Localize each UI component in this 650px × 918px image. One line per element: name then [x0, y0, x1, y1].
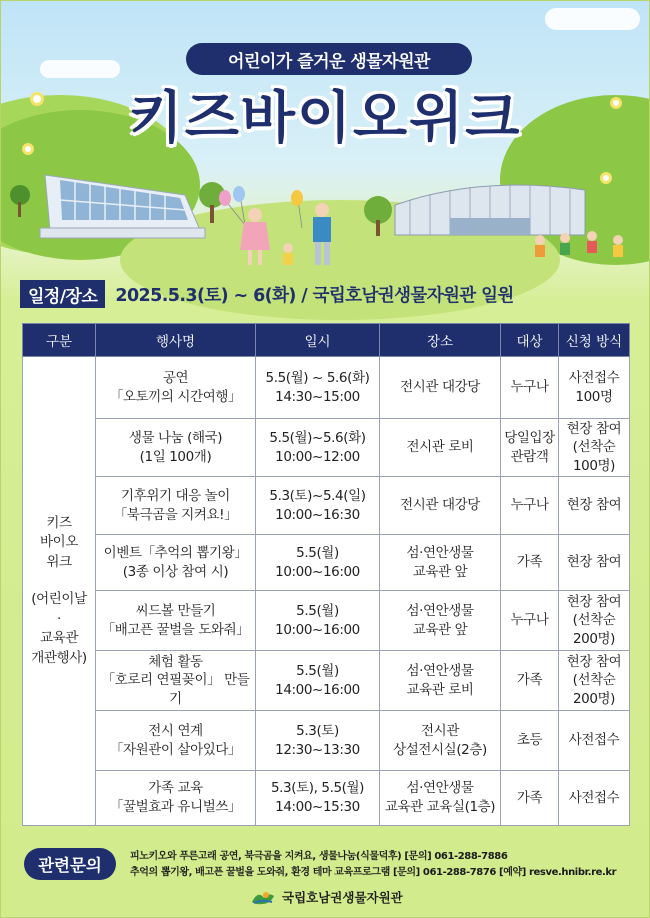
table-row: [23, 535, 630, 591]
place-cell: [380, 711, 501, 771]
cell-line: 사전접수: [568, 732, 620, 749]
contact-label: 관련문의: [24, 848, 116, 880]
target-cell: [501, 419, 559, 477]
flower-icon: [30, 92, 44, 106]
cell-line: ·: [57, 610, 61, 627]
event-name-cell: [96, 591, 256, 651]
cell-line: 가족 교육: [148, 780, 203, 797]
cell-line: 가족: [516, 554, 543, 571]
cell-line: 200명): [572, 630, 616, 647]
datetime-cell: [256, 357, 380, 419]
place-cell: [380, 535, 501, 591]
apply-cell: [559, 591, 630, 651]
cell-line: 현장 참여: [566, 593, 622, 610]
table-row: [23, 357, 630, 419]
cell-line: 상설전시실(2층): [393, 741, 487, 758]
cell-line: 5.5(월) ~ 5.6(화): [265, 369, 370, 386]
datetime-cell: [256, 419, 380, 477]
scene-illustration: [0, 150, 650, 275]
apply-cell: [559, 535, 630, 591]
cell-line: 5.5(월): [296, 602, 339, 619]
event-name-cell: [96, 711, 256, 771]
datetime-cell: [256, 771, 380, 826]
cell-line: 5.5(월): [296, 544, 339, 561]
cell-line: (선착순: [572, 612, 616, 629]
cell-line: 14:00~15:30: [275, 799, 360, 815]
flower-icon: [610, 97, 622, 109]
main-title: 키즈바이오위크: [128, 86, 522, 151]
table-row: [23, 711, 630, 771]
cell-line: 현장 참여: [566, 420, 622, 437]
cell-line: (어린이날: [31, 591, 87, 608]
cell-line: 5.3(토): [296, 722, 339, 739]
cell-line: 「자원관이 살아있다」: [109, 741, 242, 758]
cell-line: 누구나: [510, 497, 549, 514]
cell-line: 위크: [46, 553, 72, 570]
header-target: 대상: [501, 324, 559, 357]
family-icon: [240, 203, 331, 265]
place-cell: [380, 591, 501, 651]
event-name-cell: [96, 419, 256, 477]
target-cell: [501, 651, 559, 711]
datetime-cell: [256, 535, 380, 591]
cell-line: 이벤트「추억의 뽑기왕」: [103, 544, 248, 561]
event-name-cell: [96, 651, 256, 711]
cell-line: 「오토끼의 시간여행」: [109, 388, 242, 405]
cell-line: 5.5(월)~5.6(화): [269, 429, 366, 446]
event-name-cell: [96, 357, 256, 419]
cell-line: 전시관 로비: [406, 439, 474, 456]
cell-line: [23, 572, 95, 590]
place-cell: [380, 771, 501, 826]
cell-line: 씨드볼 만들기: [135, 602, 216, 619]
target-cell: [501, 477, 559, 535]
cell-line: (1일 100개): [139, 448, 212, 465]
place-cell: [380, 477, 501, 535]
datetime-cell: [256, 651, 380, 711]
cell-line: 14:00~16:00: [275, 681, 360, 698]
datetime-cell: [256, 591, 380, 651]
cell-line: 사전접수: [568, 369, 620, 386]
target-cell: [501, 771, 559, 826]
datetime-cell: [256, 477, 380, 535]
category-cell: [23, 357, 96, 826]
cell-line: 당일입장: [504, 429, 555, 446]
cell-line: 섬·연안생물: [406, 780, 474, 797]
cell-line: 개관행사): [31, 649, 87, 666]
header-datetime: 일시: [256, 324, 380, 357]
cell-line: 「북극곰을 지켜요!」: [113, 506, 238, 523]
cell-line: 사전접수: [568, 789, 620, 806]
apply-cell: [559, 419, 630, 477]
event-name-cell: [96, 477, 256, 535]
target-cell: [501, 357, 559, 419]
right-building-icon: [395, 185, 585, 235]
cell-line: 12:30~13:30: [275, 741, 360, 758]
cell-line: 누구나: [510, 612, 549, 629]
cell-line: 현장 참여: [566, 554, 622, 571]
cell-line: 10:00~12:00: [275, 448, 360, 465]
cell-line: 초등: [516, 732, 543, 749]
cell-line: 14:30~15:00: [275, 388, 360, 405]
target-cell: [501, 711, 559, 771]
cell-line: 교육관 로비: [406, 681, 474, 698]
cell-line: 10:00~16:00: [275, 621, 360, 638]
table-row: [23, 419, 630, 477]
cell-line: 200명): [572, 690, 616, 707]
header-category: 구분: [23, 324, 96, 357]
datetime-cell: [256, 711, 380, 771]
cell-line: 5.5(월): [296, 662, 339, 679]
apply-cell: [559, 771, 630, 826]
place-cell: [380, 419, 501, 477]
table-row: [23, 771, 630, 826]
target-cell: [501, 535, 559, 591]
header-apply: 신청 방식: [559, 324, 630, 357]
cell-line: 관람객: [510, 448, 549, 465]
cell-line: 바이오: [40, 534, 78, 551]
cell-line: (선착순: [572, 439, 616, 456]
cell-line: 5.3(토)~5.4(일): [269, 487, 366, 504]
cell-line: 섬·연안생물: [406, 662, 474, 679]
org-logo-icon: [250, 888, 276, 906]
event-name-cell: [96, 535, 256, 591]
cell-line: 현장 참여: [566, 653, 622, 670]
cell-line: 교육관 앞: [412, 621, 468, 638]
contact-line-2: 추억의 뽑기왕, 배고픈 꿀벌을 도와줘, 환경 테마 교육프로그램 [문의] 061-288-7876 [예약] resve.hnibr.re.kr: [130, 867, 617, 878]
cell-line: 5.3(토), 5.5(월): [270, 780, 365, 797]
cell-line: 교육관 교육실(1층): [384, 799, 496, 815]
cell-line: 교육관 앞: [412, 563, 468, 580]
place-cell: [380, 357, 501, 419]
cloud: [545, 8, 640, 30]
schedule-text: 2025.5.3(토) ~ 6(화) / 국립호남권생물자원관 일원: [115, 285, 514, 306]
flower-icon: [600, 172, 612, 184]
apply-cell: [559, 711, 630, 771]
table-row: [23, 591, 630, 651]
target-cell: [501, 591, 559, 651]
cell-line: 100명: [575, 388, 613, 405]
subtitle-pill: 어린이가 즐거운 생물자원관: [186, 43, 472, 75]
cell-line: (선착순: [572, 672, 616, 689]
apply-cell: [559, 651, 630, 711]
cell-line: 「꿀벌효과 유니벌쓰」: [109, 799, 242, 815]
cell-line: 생물 나눔 (해국): [128, 429, 223, 446]
cell-line: 누구나: [510, 379, 549, 396]
cell-line: 현장 참여: [566, 497, 622, 514]
cell-line: 공연: [162, 369, 189, 386]
cell-line: 체험 활동: [148, 653, 203, 670]
cell-line: 섬·연안생물: [406, 602, 474, 619]
apply-cell: [559, 477, 630, 535]
table-row: [23, 477, 630, 535]
cell-line: 전시관 대강당: [400, 497, 480, 514]
balloons-icon: [219, 186, 303, 228]
cell-line: 10:00~16:30: [275, 506, 360, 523]
table-row: [23, 651, 630, 711]
cell-line: 전시관: [421, 722, 459, 739]
header-place: 장소: [380, 324, 501, 357]
cell-line: 「호로리 연필꽂이」 만들기: [101, 672, 250, 707]
place-cell: [380, 651, 501, 711]
schedule-line: [20, 279, 514, 309]
cell-line: 기후위기 대응 놀이: [121, 487, 230, 504]
contact-line-1: 피노키오와 푸른고래 공연, 북극곰을 지켜요, 생물나눔(식물덕후) [문의] 061-288-7886: [130, 851, 508, 862]
cell-line: 전시관 대강당: [400, 379, 480, 396]
event-name-cell: [96, 771, 256, 826]
cell-line: 가족: [516, 789, 543, 806]
apply-cell: [559, 357, 630, 419]
cell-line: (3종 이상 참여 시): [122, 563, 229, 580]
cell-line: 전시 연계: [148, 722, 203, 739]
cell-line: 「배고픈 꿀벌을 도와줘」: [101, 621, 250, 638]
flower-icon: [22, 143, 34, 155]
org-footer: [250, 888, 403, 906]
left-building-icon: [40, 175, 205, 238]
org-name: 국립호남권생물자원관: [282, 890, 403, 905]
contact-info: [130, 849, 616, 881]
table-header-row: [23, 324, 630, 357]
schedule-tag: 일정/장소: [20, 280, 105, 308]
table-body: [23, 357, 630, 826]
cell-line: 가족: [516, 672, 543, 689]
cell-line: 100명): [572, 457, 616, 474]
header-event: 행사명: [96, 324, 256, 357]
event-table: [22, 323, 630, 826]
cell-line: 10:00~16:00: [275, 563, 360, 580]
cell-line: 섬·연안생물: [406, 544, 474, 561]
cell-line: 키즈: [46, 514, 72, 531]
cell-line: 교육관: [40, 630, 78, 647]
